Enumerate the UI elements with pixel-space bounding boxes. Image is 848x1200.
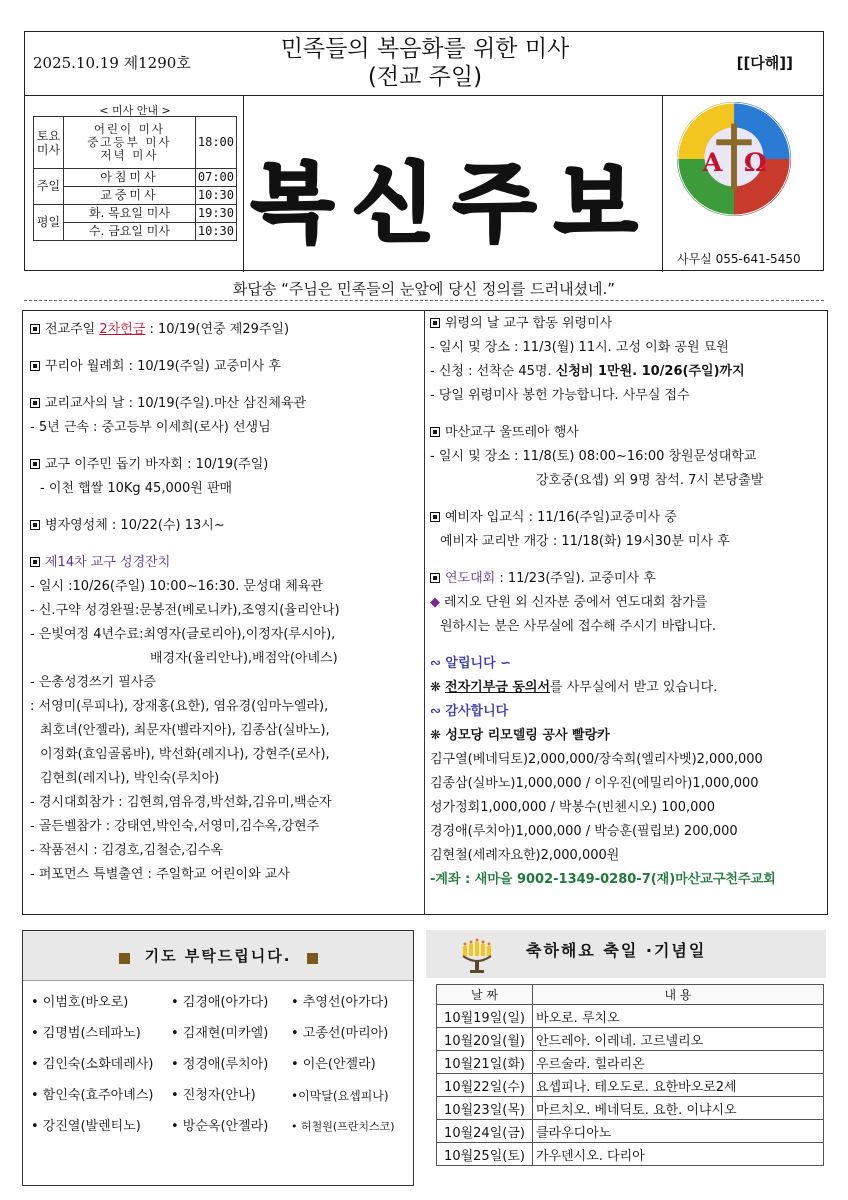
liturgical-year-tag: [[다해]] — [736, 54, 793, 72]
bullet-square-icon — [430, 318, 440, 328]
prayer-requests — [22, 930, 414, 1186]
bible-festival-line: - 작품전시 : 김경호,김철순,김수옥 — [30, 843, 223, 858]
bank-account: -계좌 : 새마을 9002-1349-0280-7(재)마산교구천주교회 — [430, 872, 776, 887]
prayer-name: • 정경애(루치아) — [171, 1057, 269, 1072]
schedule-mass-time: 10:30 — [195, 223, 236, 241]
item-bible-festival: 제14차 교구 성경잔치 — [30, 551, 420, 575]
parish-logo — [675, 100, 793, 218]
bullet-square-icon — [430, 512, 440, 522]
prayer-name: • 강진열(발렌티노) — [31, 1119, 141, 1134]
announcements-right — [430, 312, 824, 892]
prayer-name: • 허철원(프란치스코) — [291, 1120, 395, 1133]
bible-festival-line: 배경자(율리안나),배점악(아녜스) — [150, 651, 338, 666]
bullet-square-icon — [30, 324, 40, 334]
yeondo-line: ◆ 레지오 단원 외 신자분 중에서 연도대회 참가를 — [430, 595, 708, 610]
column-divider — [424, 310, 425, 915]
header-box — [24, 31, 824, 271]
bullet-square-icon — [30, 459, 40, 469]
prayer-name: • 김명범(스테파노) — [31, 1026, 141, 1041]
notice-heading: ∾ 알립니다 ∽ — [430, 656, 512, 671]
item-catechist-day: 교리교사의 날 : 10/19(주일).마산 삼진체육관 — [30, 392, 420, 416]
feast-col-names: 내 용 — [533, 985, 824, 1005]
feast-table — [436, 984, 824, 1166]
candelabra-icon — [458, 938, 494, 974]
mass-title — [255, 35, 595, 91]
prayer-name: • 진청자(안나) — [171, 1088, 256, 1103]
item-ultreya: 마산교구 울뜨레아 행사 — [430, 421, 824, 445]
schedule-group-sunday: 주일 — [34, 169, 64, 205]
square-ornament-icon — [307, 953, 318, 964]
office-phone: 사무실 055-641-5450 — [677, 252, 801, 266]
item-mission-sunday: 전교주일 2차헌금 : 10/19(연중 제29주일) — [30, 318, 420, 342]
announcements-left — [30, 318, 420, 887]
diamond-bullet-icon: ◆ — [430, 595, 440, 610]
item-all-souls-mass: 위령의 날 교구 합동 위령미사 — [430, 312, 824, 336]
bullet-square-icon — [30, 398, 40, 408]
schedule-mass-time: 18:00 — [195, 117, 236, 169]
responsorial-psalm: 화답송 “주님은 민족들의 눈앞에 당신 정의를 드러내셨네.” — [232, 280, 616, 298]
prayer-name: • 고종선(마리아) — [291, 1026, 389, 1041]
feast-col-date: 날 짜 — [437, 985, 533, 1005]
item-sick-communion: 병자영성체 : 10/22(수) 13시~ — [30, 514, 420, 538]
bible-festival-line: - 일시 :10/26(주일) 10:00~16:30. 문성대 체육관 — [30, 579, 323, 594]
mass-schedule — [33, 102, 237, 262]
donor-line: 김구열(베네딕토)2,000,000/장숙희(엘리사벳)2,000,000 — [430, 752, 763, 767]
mass-schedule-table — [33, 116, 237, 241]
second-collection-highlight: 2차헌금 — [99, 322, 146, 337]
issue-number: 2025.10.19 제1290호 — [33, 54, 191, 72]
table-row: 10월22일(수) 요셉피나. 테오도로. 요한바오로2세 — [437, 1074, 824, 1097]
bullet-square-icon — [30, 520, 40, 530]
donor-line: 성가정회1,000,000 / 박봉수(빈첸시오) 100,000 — [430, 800, 715, 815]
ultreya-line: 강호중(요셉) 외 9명 참석. 7시 본당출발 — [536, 473, 764, 488]
prayer-name: • 이은(안젤라) — [291, 1057, 376, 1072]
yeondo-line: 원하시는 분은 사무실에 접수해 주시기 바랍니다. — [440, 619, 716, 634]
all-souls-line: - 일시 및 장소 : 11/3(월) 11시. 고성 이화 공원 묘원 — [430, 340, 729, 355]
donor-line: 김종삼(실바노)1,000,000 / 이우진(에밀리아)1,000,000 — [430, 776, 759, 791]
table-row: 10월21일(화) 우르술라. 힐라리온 — [437, 1051, 824, 1074]
donor-line: 경경애(루치아)1,000,000 / 박승훈(필립보) 200,000 — [430, 824, 738, 839]
catechumen-line: 예비자 교리반 개강 : 11/18(화) 19시30분 미사 후 — [440, 534, 730, 549]
mass-title-main: 민족들의 복음화를 위한 미사 — [280, 36, 570, 62]
prayer-name: • 함인숙(효주아녜스) — [31, 1088, 154, 1103]
schedule-mass-time: 19:30 — [195, 205, 236, 223]
feast-header — [426, 930, 826, 978]
table-row: 10월20일(월) 안드레아. 이레네. 고르넬리오 — [437, 1028, 824, 1051]
thanks-subtitle: ❋ 성모당 리모델링 공사 빨랑카 — [430, 728, 610, 743]
prayer-name: • 김재현(미카엘) — [171, 1026, 269, 1041]
header-top-row — [25, 32, 823, 96]
fee-deadline-highlight: 신청비 1만원. 10/26(주일)까지 — [555, 364, 745, 379]
bible-festival-line: - 경시대회참가 : 김현희,염유경,박선화,김유미,백순자 — [30, 795, 332, 810]
prayer-name-grid — [31, 991, 411, 1139]
svg-text:Ω: Ω — [743, 147, 767, 178]
bible-festival-line: - 은총성경쓰기 필사증 — [30, 675, 156, 690]
bible-festival-line: - 은빛여정 4년수료:최영자(글로리아),이정자(루시아), — [30, 627, 336, 642]
schedule-mass-name: 아침미사 — [64, 169, 196, 187]
mass-title-sub: (전교 주일) — [367, 64, 483, 90]
prayer-name: • 김경애(아가다) — [171, 995, 269, 1010]
prayer-name: • 방순옥(안젤라) — [171, 1119, 269, 1134]
all-souls-line: - 당일 위령미사 봉헌 가능합니다. 사무실 접수 — [430, 388, 690, 403]
masthead-panel — [243, 96, 663, 272]
schedule-group-weekday: 평일 — [34, 205, 64, 241]
swirl-icon: ∾ — [430, 656, 446, 671]
item-yeondo-contest: 연도대회 : 11/23(주일). 교중미사 후 — [430, 567, 824, 591]
prayer-header — [23, 931, 413, 981]
swirl-icon: ∾ — [430, 704, 446, 719]
item-curia-meeting: 꾸리아 월례회 : 10/19(주일) 교중미사 후 — [30, 355, 420, 379]
bible-festival-line: - 신.구약 성경완필:문봉전(베로니카),조영지(율리안나) — [30, 603, 340, 618]
bullet-square-icon — [430, 427, 440, 437]
bible-festival-line: 김현희(레지나), 박인숙(루치아) — [40, 771, 220, 786]
bible-festival-line: 최호녀(안젤라), 최문자(벨라지아), 김종삼(실바노), — [40, 723, 330, 738]
prayer-name: • 김인숙(소화데레사) — [31, 1057, 154, 1072]
notice-line: ❋ 전자기부금 동의서를 사무실에서 받고 있습니다. — [430, 680, 718, 695]
masthead-title: 복신주보 — [250, 154, 656, 254]
schedule-mass-name: 수. 금요일 미사 — [64, 223, 196, 241]
feast-title: 축하해요 축일 ·기념일 — [526, 941, 707, 960]
bullet-square-icon — [30, 557, 40, 567]
prayer-name: •이막달(요셉피나) — [291, 1089, 389, 1103]
bible-festival-line: - 골든벨참가 : 강태연,박인숙,서영미,김수옥,강현주 — [30, 819, 320, 834]
bible-festival-line: - 퍼포먼스 특별출연 : 주일학교 어린이와 교사 — [30, 867, 290, 882]
schedule-mass-name: 교중미사 — [64, 187, 196, 205]
schedule-mass-time: 07:00 — [195, 169, 236, 187]
schedule-mass-name: 어린이 미사 중고등부 미사 저녁 미사 — [64, 117, 196, 169]
table-row: 10월23일(목) 마르치오. 베네딕토. 요한. 이냐시오 — [437, 1097, 824, 1120]
all-souls-line: - 신청 : 선착순 45명. 신청비 1만원. 10/26(주일)까지 — [430, 364, 745, 379]
item-migrant-bazaar-sub: - 이천 햅쌀 10Kg 45,000원 판매 — [40, 481, 233, 496]
ultreya-line: - 일시 및 장소 : 11/8(토) 08:00~16:00 창원문성대학교 — [430, 449, 757, 464]
feast-days — [426, 930, 826, 1186]
prayer-name: • 추영선(아가다) — [291, 995, 389, 1010]
item-catechist-day-sub: - 5년 근속 : 중고등부 이세희(로사) 선생님 — [30, 420, 271, 435]
table-row: 10월25일(토) 가우덴시오. 다리아 — [437, 1143, 824, 1166]
item-catechumen-rite: 예비자 입교식 : 11/16(주일)교중미사 중 — [430, 506, 824, 530]
schedule-mass-time: 10:30 — [195, 187, 236, 205]
swirl-icon: ∽ — [495, 656, 512, 671]
table-row: 10월24일(금) 클라우디아노 — [437, 1120, 824, 1143]
mass-schedule-caption: < 미사 안내 > — [99, 104, 171, 117]
psalm-divider — [24, 300, 824, 301]
thanks-heading: ∾ 감사합니다 — [430, 704, 509, 719]
schedule-mass-name: 화. 목요일 미사 — [64, 205, 196, 223]
bible-festival-line: : 서영미(루피나), 장재홍(요한), 염유경(임마누엘라), — [30, 699, 329, 714]
svg-text:A: A — [702, 147, 723, 178]
bullet-square-icon — [30, 361, 40, 371]
bullet-square-icon — [430, 573, 440, 583]
table-row: 10월19일(일) 바오로. 루치오 — [437, 1005, 824, 1028]
donor-line: 김현철(세례자요한)2,000,000원 — [430, 848, 620, 863]
bible-festival-line: 이정화(효임골롬바), 박선화(레지나), 강현주(로사), — [40, 747, 330, 762]
prayer-title: 기도 부탁드립니다. — [144, 947, 292, 965]
schedule-group-saturday: 토요 미사 — [34, 117, 64, 169]
item-migrant-bazaar: 교구 이주민 돕기 바자회 : 10/19(주일) — [30, 453, 420, 477]
prayer-name: • 이범호(바오로) — [31, 995, 129, 1010]
